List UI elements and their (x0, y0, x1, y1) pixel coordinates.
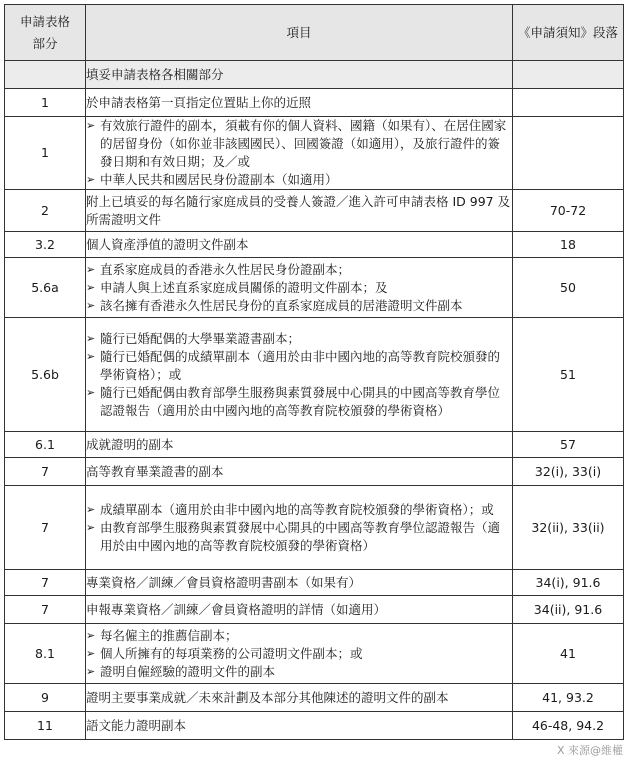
section-cell: 3.2 (5, 232, 86, 258)
section-cell: 1 (5, 89, 86, 117)
section-cell: 5.6b (5, 318, 86, 432)
bullet-item (86, 330, 512, 348)
section-cell: 7 (5, 570, 86, 596)
item-text: 專業資格／訓練／會員資格證明書副本（如果有） (86, 574, 362, 590)
checklist-body (5, 61, 624, 740)
table-row (5, 258, 624, 318)
header-item: 項目 (86, 5, 513, 61)
item-cell (86, 232, 513, 258)
table-row (5, 190, 624, 232)
item-cell (86, 624, 513, 684)
section-cell (5, 61, 86, 89)
bullet-text: 由教育部學生服務與素質發展中心開具的中國高等教育學位認證報告（適用於由中國內地的高等教育院校頒發的學術資格） (100, 519, 501, 553)
paragraph-cell: 46-48, 94.2 (513, 712, 624, 740)
bullet-item (86, 519, 512, 555)
paragraph-cell: 50 (513, 258, 624, 318)
table-row (5, 458, 624, 486)
bullet-item (86, 348, 512, 384)
item-bullet-list (86, 501, 512, 555)
section-cell: 5.6a (5, 258, 86, 318)
item-text: 語文能力證明副本 (86, 717, 187, 733)
table-row (5, 486, 624, 570)
watermark: Χ 來源@維權 (556, 744, 623, 757)
item-cell (86, 117, 513, 190)
header-section-text: 申請表格部分 (19, 13, 70, 51)
table-row (5, 712, 624, 740)
section-cell: 7 (5, 458, 86, 486)
table-row (5, 596, 624, 624)
header-section (5, 5, 86, 61)
section-cell: 2 (5, 190, 86, 232)
section-cell: 11 (5, 712, 86, 740)
paragraph-cell: 32(ii), 33(ii) (513, 486, 624, 570)
bullet-text: 該名擁有香港永久性居民身份的直系家庭成員的居港證明文件副本 (100, 297, 463, 313)
bullet-item (86, 663, 512, 681)
paragraph-cell: 41, 93.2 (513, 684, 624, 712)
item-bullet-list (86, 117, 512, 189)
bullet-item (86, 384, 512, 420)
arrow-bullet-icon: ➢ (86, 280, 96, 294)
arrow-bullet-icon: ➢ (86, 628, 96, 642)
paragraph-cell: 70-72 (513, 190, 624, 232)
item-cell (86, 258, 513, 318)
table-row (5, 61, 624, 89)
arrow-bullet-icon: ➢ (86, 119, 96, 132)
paragraph-cell: 18 (513, 232, 624, 258)
arrow-bullet-icon: ➢ (86, 331, 96, 345)
item-cell (86, 684, 513, 712)
paragraph-cell (513, 117, 624, 190)
bullet-text: 中華人民共和國居民身份證副本（如適用） (100, 172, 338, 187)
table-row (5, 318, 624, 432)
bullet-text: 申請人與上述直系家庭成員關係的證明文件副本；及 (100, 279, 388, 295)
item-text: 個人資產淨值的證明文件副本 (86, 236, 249, 252)
paragraph-cell (513, 89, 624, 117)
item-text: 成就證明的副本 (86, 436, 174, 452)
item-cell (86, 318, 513, 432)
table-row (5, 117, 624, 190)
table-row (5, 89, 624, 117)
item-cell (86, 458, 513, 486)
item-cell (86, 89, 513, 117)
item-text: 附上已填妥的每名隨行家庭成員的受養人簽證／進入許可申請表格 ID 997 及所需證明文件 (86, 193, 511, 227)
bullet-item (86, 261, 512, 279)
bullet-text: 隨行已婚配偶的大學畢業證書副本； (100, 330, 301, 346)
table-row (5, 624, 624, 684)
table-row (5, 570, 624, 596)
item-cell (86, 570, 513, 596)
item-cell (86, 432, 513, 458)
item-cell (86, 190, 513, 232)
bullet-item (86, 171, 512, 189)
item-text: 於申請表格第一頁指定位置貼上你的近照 (86, 94, 312, 110)
section-cell: 8.1 (5, 624, 86, 684)
bullet-text: 隨行已婚配偶由教育部學生服務與素質發展中心開具的中國高等教育學位認證報告（適用於由中國內地的高等教育院校頒發的學術資格） (100, 384, 501, 418)
section-cell: 7 (5, 486, 86, 570)
item-text: 申報專業資格／訓練／會員資格證明的詳情（如適用） (86, 601, 387, 617)
item-cell (86, 712, 513, 740)
bullet-item (86, 501, 512, 519)
section-cell: 7 (5, 596, 86, 624)
bullet-text: 證明自僱經驗的證明文件的副本 (100, 663, 276, 679)
section-cell: 1 (5, 117, 86, 190)
table-row (5, 684, 624, 712)
document-checklist-table (4, 4, 624, 740)
paragraph-cell: 32(i), 33(i) (513, 458, 624, 486)
bullet-item (86, 279, 512, 297)
arrow-bullet-icon: ➢ (86, 385, 96, 399)
paragraph-cell: 41 (513, 624, 624, 684)
bullet-text: 有效旅行證件的副本，須載有你的個人資料、國籍（如果有）、在居住國家的居留身份（如你並非該國國民）、回國簽證（如適用），及旅行證件的簽發日期和有效日期；及／或 (100, 118, 507, 169)
item-cell (86, 486, 513, 570)
header-paragraph (513, 5, 624, 61)
item-bullet-list (86, 261, 512, 315)
bullet-text: 個人所擁有的每項業務的公司證明文件副本；或 (100, 645, 363, 661)
arrow-bullet-icon: ➢ (86, 502, 96, 516)
item-bullet-list (86, 330, 512, 420)
paragraph-cell (513, 61, 624, 89)
bullet-item (86, 117, 512, 171)
item-text: 證明主要事業成就／未來計劃及本部分其他陳述的證明文件的副本 (86, 689, 449, 705)
arrow-bullet-icon: ➢ (86, 520, 96, 534)
paragraph-cell: 34(ii), 91.6 (513, 596, 624, 624)
item-text: 高等教育畢業證書的副本 (86, 463, 224, 479)
header-row (5, 5, 624, 61)
paragraph-cell: 57 (513, 432, 624, 458)
bullet-text: 成績單副本（適用於由非中國內地的高等教育院校頒發的學術資格）；或 (100, 501, 494, 517)
bullet-item (86, 627, 512, 645)
section-cell: 9 (5, 684, 86, 712)
arrow-bullet-icon: ➢ (86, 173, 96, 186)
table-row (5, 232, 624, 258)
bullet-text: 每名僱主的推薦信副本； (100, 627, 238, 643)
bullet-text: 隨行已婚配偶的成績單副本（適用於由非中國內地的高等教育院校頒發的學術資格）；或 (100, 348, 501, 382)
header-paragraph-text: 《申請須知》段落 (517, 24, 618, 40)
arrow-bullet-icon: ➢ (86, 349, 96, 363)
bullet-item (86, 645, 512, 663)
bullet-item (86, 297, 512, 315)
section-cell: 6.1 (5, 432, 86, 458)
paragraph-cell: 34(i), 91.6 (513, 570, 624, 596)
arrow-bullet-icon: ➢ (86, 298, 96, 312)
table-row (5, 432, 624, 458)
item-bullet-list (86, 627, 512, 681)
bullet-text: 直系家庭成員的香港永久性居民身份證副本； (100, 261, 351, 277)
paragraph-cell: 51 (513, 318, 624, 432)
arrow-bullet-icon: ➢ (86, 664, 96, 678)
item-text: 填妥申請表格各相關部分 (86, 66, 224, 82)
item-cell (86, 596, 513, 624)
arrow-bullet-icon: ➢ (86, 646, 96, 660)
arrow-bullet-icon: ➢ (86, 262, 96, 276)
item-cell (86, 61, 513, 89)
